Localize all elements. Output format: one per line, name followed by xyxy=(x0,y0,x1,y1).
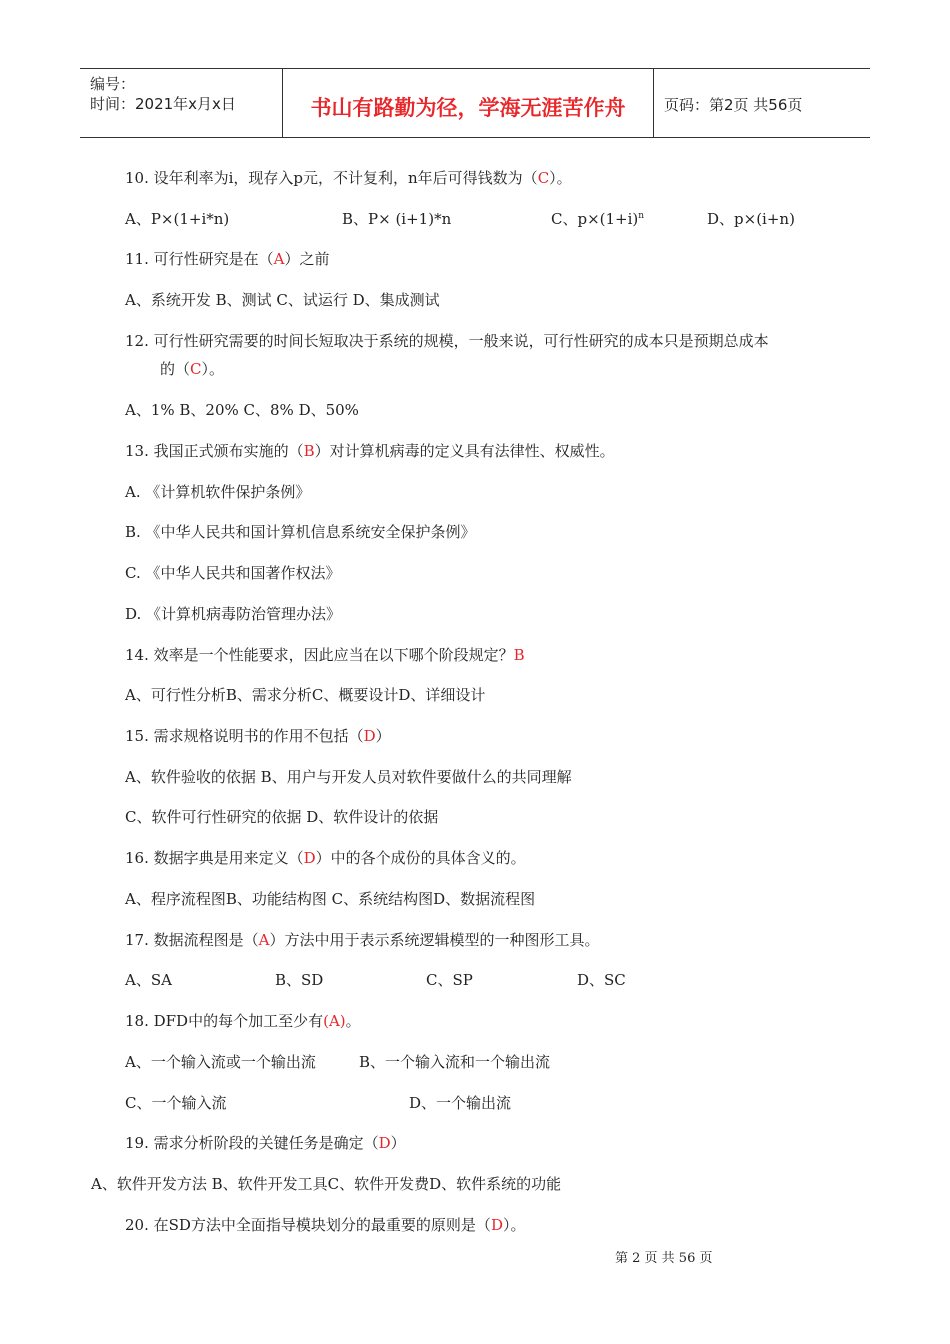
header-motto: 书山有路勤为径，学海无涯苦作舟 xyxy=(310,96,626,120)
question-12: 12. 可行性研究需要的时间长短取决于系统的规模，一般来说，可行性研究的成本只是预期总成本 xyxy=(125,332,769,350)
q10-option-b: B、P× (i+1)*n xyxy=(342,210,452,228)
question-text: 的（ xyxy=(160,360,191,378)
question-text-end: 。 xyxy=(345,1012,361,1030)
question-17 xyxy=(125,930,599,950)
question-text: 15. 需求规格说明书的作用不包括（ xyxy=(125,727,364,745)
question-18 xyxy=(125,1011,361,1031)
q18-option-c: C、一个输入流 xyxy=(125,1094,227,1112)
q16-options: A、程序流程图B、功能结构图 C、系统结构图D、数据流程图 xyxy=(125,890,536,908)
q13-option-b: B. 《中华人民共和国计算机信息系统安全保护条例》 xyxy=(125,523,476,541)
question-10 xyxy=(125,168,572,188)
question-12-continued xyxy=(160,359,224,379)
question-text: 19. 需求分析阶段的关键任务是确定（ xyxy=(125,1134,379,1152)
q15-options-row-2: C、软件可行性研究的依据 D、软件设计的依据 xyxy=(125,808,439,826)
question-text: 17. 数据流程图是（ xyxy=(125,931,259,949)
page-footer: 第 2 页 共 56 页 xyxy=(615,1251,713,1266)
q10-option-d: D、p×(i+n) xyxy=(707,210,795,228)
q15-options-row-1: A、软件验收的依据 B、用户与开发人员对软件要做什么的共同理解 xyxy=(125,768,572,786)
superscript: n xyxy=(638,211,645,221)
question-14 xyxy=(125,645,525,665)
answer-mark: D xyxy=(303,849,316,867)
question-text-end: ）之前 xyxy=(284,250,330,268)
answer-mark: D xyxy=(490,1216,503,1234)
q11-options: A、系统开发 B、测试 C、试运行 D、集成测试 xyxy=(125,291,440,309)
q12-options: A、1% B、20% C、8% D、50% xyxy=(125,401,359,419)
question-text: 14. 效率是一个性能要求，因此应当在以下哪个阶段规定？ xyxy=(125,646,514,664)
question-text: 16. 数据字典是用来定义（ xyxy=(125,849,304,867)
doc-time-label: 时间：2021年x月x日 xyxy=(90,95,236,113)
question-text-end: ）。 xyxy=(549,169,572,187)
header-left-cell xyxy=(80,69,283,137)
answer-mark: C xyxy=(190,360,202,378)
option-text: C、p×(1+i) xyxy=(551,210,639,228)
q18-option-d: D、一个输出流 xyxy=(409,1094,512,1112)
answer-mark: (A) xyxy=(323,1012,346,1030)
question-text: 11. 可行性研究是在（ xyxy=(125,250,274,268)
page-header xyxy=(80,68,870,138)
q17-option-b: B、SD xyxy=(275,971,324,989)
question-15 xyxy=(125,726,391,746)
header-page-label: 页码：第2页 共56页 xyxy=(664,96,803,114)
q14-options: A、可行性分析B、需求分析C、概要设计D、详细设计 xyxy=(125,686,486,704)
question-text-end: ）对计算机病毒的定义具有法律性、权威性。 xyxy=(314,442,615,460)
answer-mark: D xyxy=(363,727,376,745)
question-11 xyxy=(125,249,329,269)
question-text-end: ）中的各个成份的具体含义的。 xyxy=(315,849,526,867)
question-text-end: ）方法中用于表示系统逻辑模型的一种图形工具。 xyxy=(269,931,600,949)
question-text: 13. 我国正式颁布实施的（ xyxy=(125,442,304,460)
answer-mark: C xyxy=(537,169,550,187)
q10-option-a: A、P×(1+i*n) xyxy=(125,210,230,228)
answer-mark: B xyxy=(303,442,315,460)
answer-mark: B xyxy=(513,646,525,664)
q19-options: A、软件开发方法 B、软件开发工具C、软件开发费D、软件系统的功能 xyxy=(91,1175,562,1193)
q17-option-d: D、SC xyxy=(577,971,626,989)
question-text-end: ） xyxy=(390,1134,406,1152)
header-center-cell xyxy=(283,69,654,137)
q17-option-c: C、SP xyxy=(426,971,473,989)
q10-option-c xyxy=(551,209,644,229)
answer-mark: D xyxy=(378,1134,391,1152)
question-text: 20. 在SD方法中全面指导模块划分的最重要的原则是（ xyxy=(125,1216,491,1234)
question-text-end: ）。 xyxy=(502,1216,526,1234)
q13-option-c: C. 《中华人民共和国著作权法》 xyxy=(125,564,341,582)
answer-mark: A xyxy=(258,931,270,949)
q18-option-a: A、一个输入流或一个输出流 xyxy=(125,1053,316,1071)
question-text: 10. 设年利率为i，现存入p元，不计复利，n年后可得钱数为（ xyxy=(125,169,538,187)
question-13 xyxy=(125,441,615,461)
question-text: 18. DFD中的每个加工至少有 xyxy=(125,1012,324,1030)
question-16 xyxy=(125,848,526,868)
question-19 xyxy=(125,1133,406,1153)
q17-option-a: A、SA xyxy=(125,971,172,989)
question-20 xyxy=(125,1215,525,1235)
q13-option-a: A. 《计算机软件保护条例》 xyxy=(125,483,311,501)
doc-number-label: 编号： xyxy=(90,75,136,93)
question-text-end: ） xyxy=(375,727,391,745)
answer-mark: A xyxy=(273,250,285,268)
q13-option-d: D. 《计算机病毒防治管理办法》 xyxy=(125,605,342,623)
q18-option-b: B、一个输入流和一个输出流 xyxy=(359,1053,551,1071)
question-text-end: ）。 xyxy=(201,360,225,378)
header-right-cell xyxy=(654,69,870,137)
